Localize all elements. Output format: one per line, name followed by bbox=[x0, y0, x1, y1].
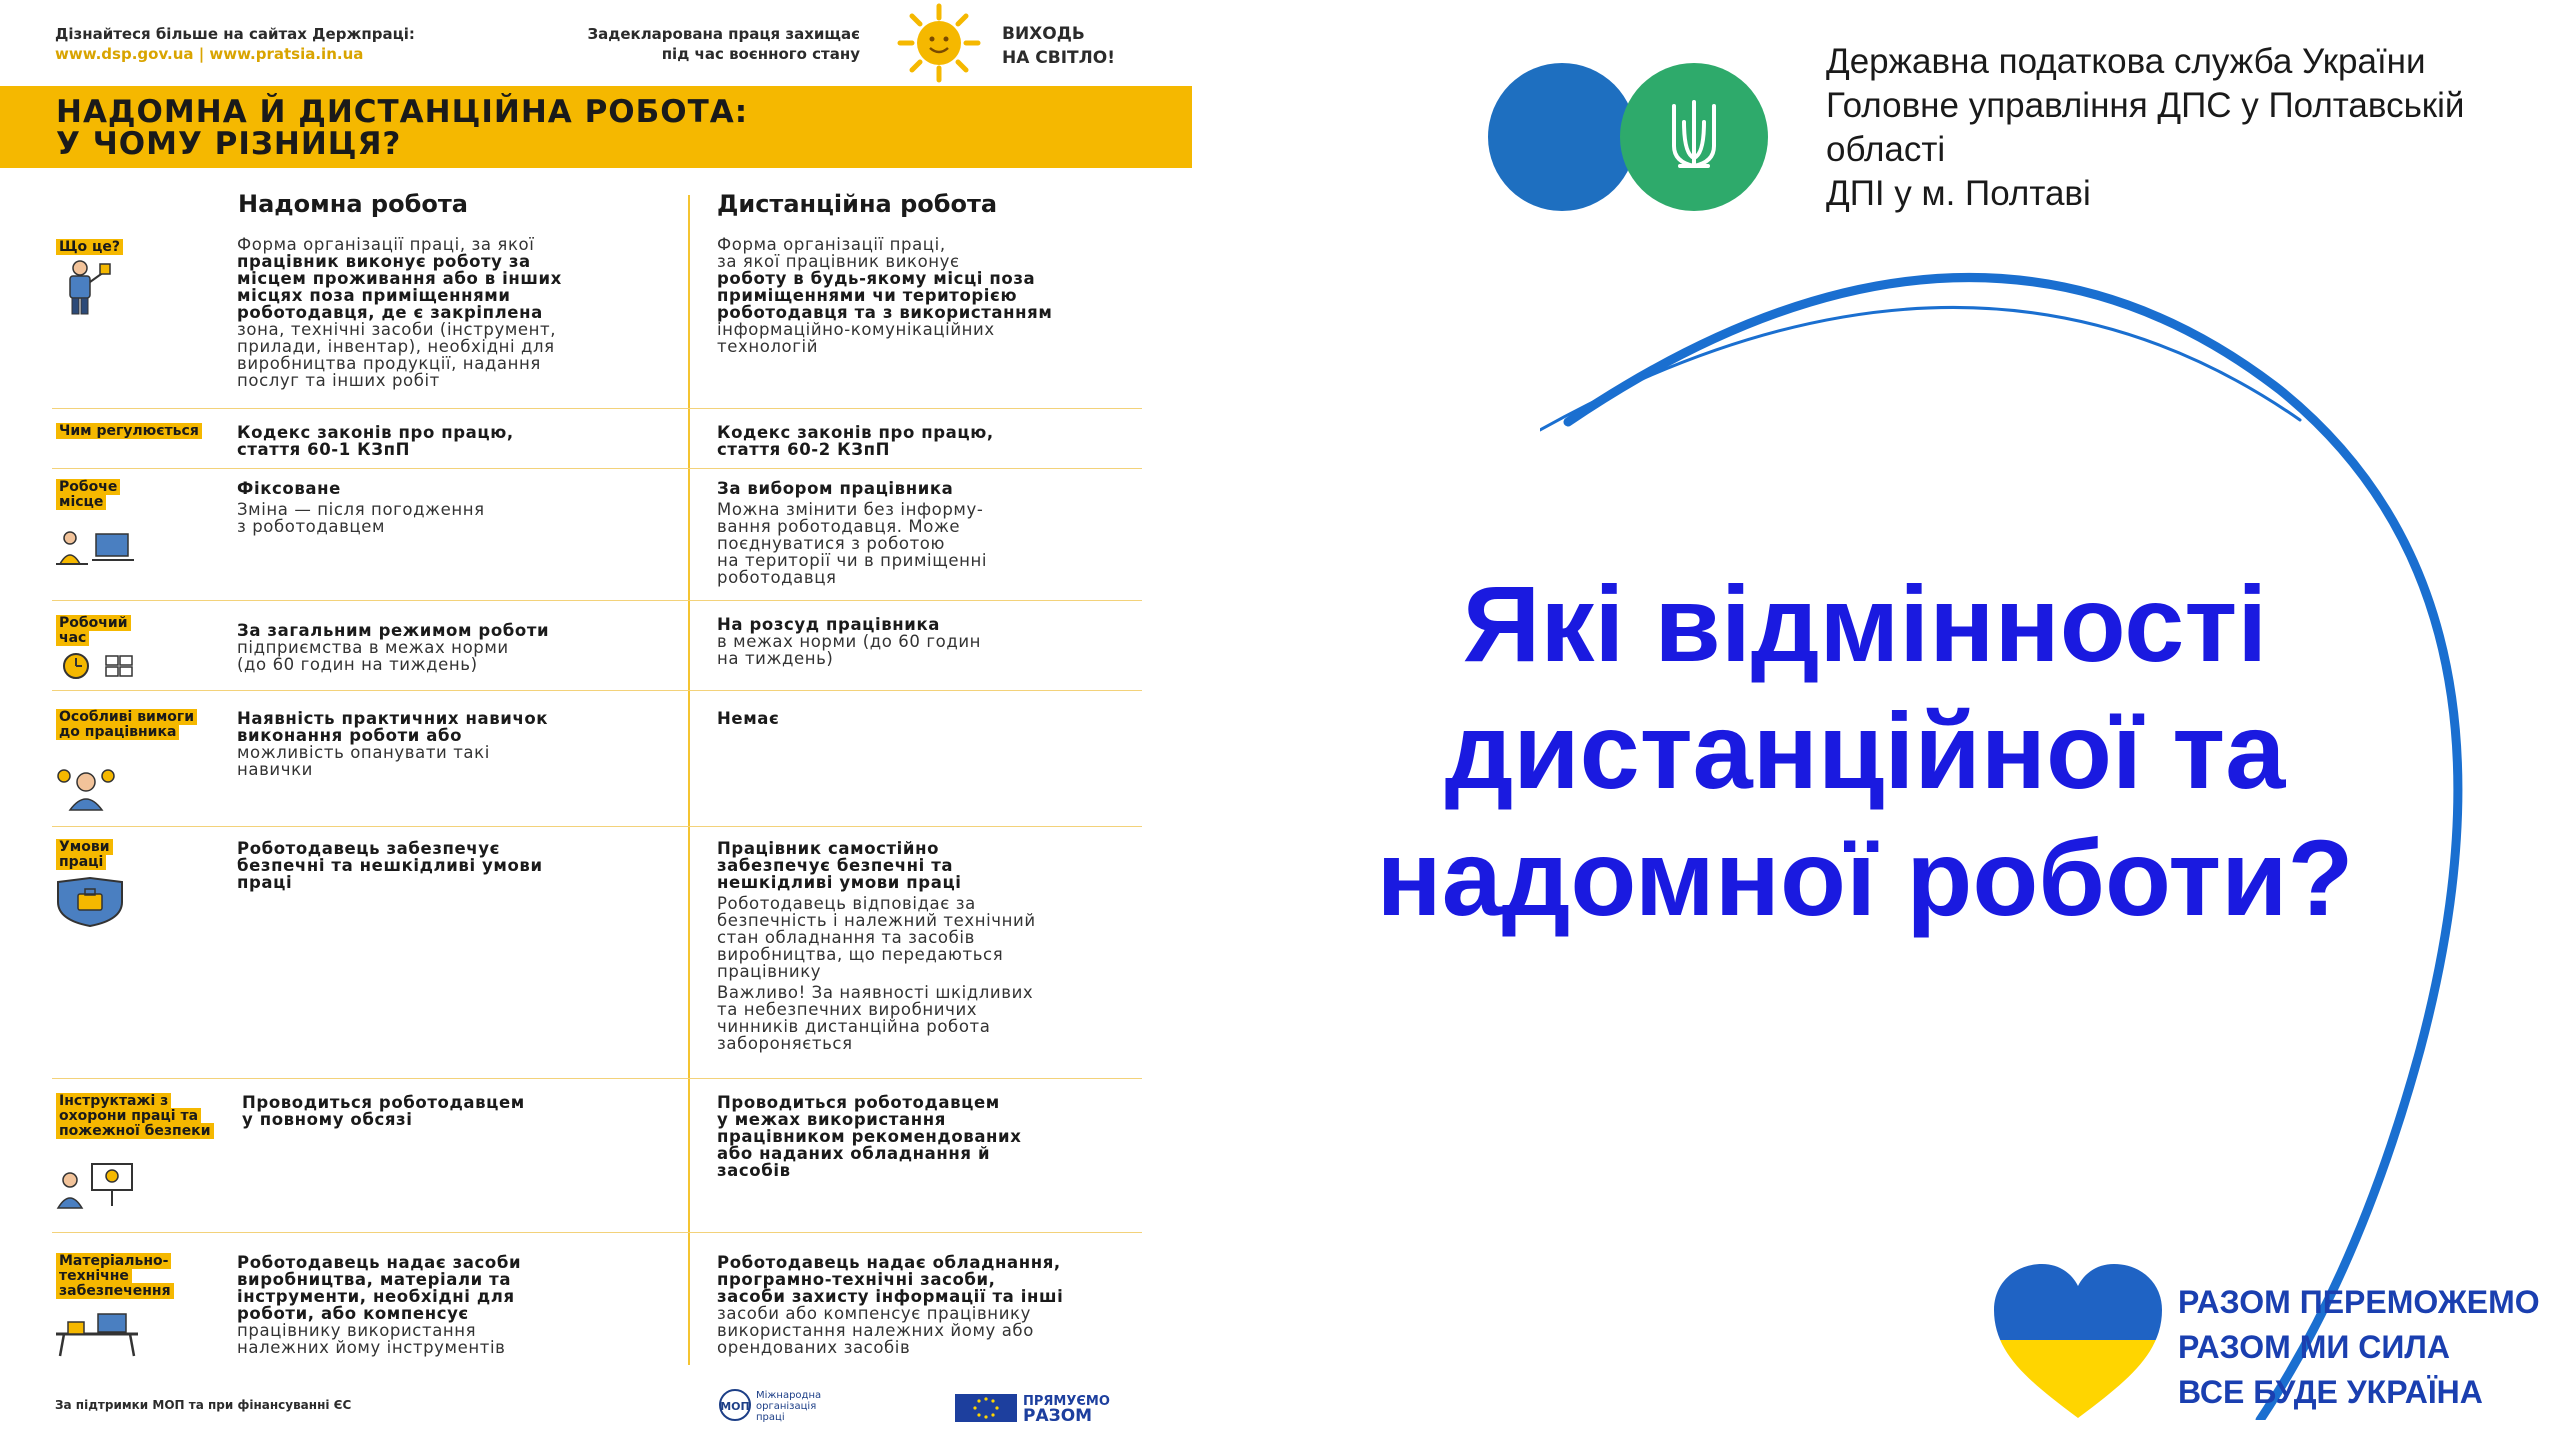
ilo-name-line3: праці bbox=[756, 1412, 785, 1422]
row-label-text: Чим регулюється bbox=[56, 423, 202, 439]
cell-line: Форма організації праці, bbox=[717, 235, 946, 254]
agency-name bbox=[1826, 40, 2464, 216]
row-remote-cell bbox=[717, 1254, 1157, 1356]
row-remote-cell bbox=[717, 236, 1157, 355]
infographic-poster bbox=[0, 0, 1195, 1440]
cell-line: виробництва, що передаються bbox=[717, 945, 1004, 964]
question-line3: надомної роботи? bbox=[1376, 817, 2354, 938]
cell-line: на території чи в приміщенні bbox=[717, 551, 988, 570]
cell-line: Форма організації праці, за якої bbox=[237, 235, 535, 254]
cell-line: Фіксоване bbox=[237, 479, 341, 498]
cell-line: Кодекс законів про працю, bbox=[237, 423, 514, 442]
cell-line: (до 60 годин на тиждень) bbox=[237, 655, 478, 674]
cell-line: послуг та інших робіт bbox=[237, 371, 440, 390]
worker-icon bbox=[52, 258, 142, 318]
header-sites-links[interactable]: www.dsp.gov.ua | www.pratsia.in.ua bbox=[55, 45, 364, 63]
cell-line: Наявність практичних навичок bbox=[237, 709, 549, 728]
agency-line4: ДПІ у м. Полтаві bbox=[1826, 174, 2091, 213]
ilo-abbr: МОП bbox=[720, 1400, 750, 1413]
row-separator bbox=[52, 826, 1142, 827]
row-label bbox=[56, 1254, 216, 1299]
cell-line: використання належних йому або bbox=[717, 1321, 1034, 1340]
cell-line: Можна змінити без інформу- bbox=[717, 500, 984, 519]
row-label bbox=[56, 840, 146, 870]
cell-line: засоби або компенсує працівнику bbox=[717, 1304, 1031, 1323]
cell-line: засоби захисту інформації та інші bbox=[717, 1287, 1064, 1306]
question-line1: Які відмінності bbox=[1462, 563, 2268, 684]
column-home-heading: Надомна робота bbox=[238, 190, 468, 218]
row-what-is-it bbox=[52, 236, 1142, 406]
row-home-cell bbox=[237, 840, 677, 891]
row-remote-cell bbox=[717, 710, 1157, 727]
slogan-line1: РАЗОМ ПЕРЕМОЖЕМО bbox=[2178, 1284, 2540, 1320]
cell-line: прилади, інвентар), необхідні для bbox=[237, 337, 555, 356]
row-instructions bbox=[52, 1094, 1142, 1214]
cell-line: на тиждень) bbox=[717, 649, 834, 668]
row-remote-cell bbox=[717, 480, 1157, 586]
row-label bbox=[56, 480, 146, 510]
poster-title-line2: У ЧОМУ РІЗНИЦЯ? bbox=[56, 126, 402, 162]
instructor-icon bbox=[52, 1160, 142, 1210]
row-regulation bbox=[52, 424, 1142, 464]
skills-icon bbox=[52, 762, 142, 812]
row-special-requirements bbox=[52, 710, 1142, 820]
row-separator bbox=[52, 690, 1142, 691]
cell-line: праці bbox=[237, 873, 293, 892]
cell-line: стаття 60-2 КЗпП bbox=[717, 440, 890, 459]
row-workplace bbox=[52, 480, 1142, 595]
header-sites-label: Дізнайтеся більше на сайтах Держпраці: bbox=[55, 25, 415, 43]
cell-line: програмно-технічні засоби, bbox=[717, 1270, 996, 1289]
row-label-text: Інструктажі з охорони праці та пожежної безпеки bbox=[56, 1093, 214, 1139]
row-label-text: Що це? bbox=[56, 239, 123, 255]
row-separator bbox=[52, 600, 1142, 601]
cell-line: забезпечує безпечні та bbox=[717, 856, 954, 875]
cell-line: орендованих засобів bbox=[717, 1338, 911, 1357]
cell-line: безпечність і належний технічний bbox=[717, 911, 1036, 930]
cell-line: безпечні та нешкідливі умови bbox=[237, 856, 543, 875]
cell-line: роботодавця та з використанням bbox=[717, 303, 1053, 322]
cell-line: Роботодавець забезпечує bbox=[237, 839, 500, 858]
row-separator bbox=[52, 1078, 1142, 1079]
cell-line: поєднуватися з роботою bbox=[717, 534, 945, 553]
poster-title bbox=[56, 96, 748, 160]
cell-line: роботу в будь-якому місці поза bbox=[717, 269, 1036, 288]
cell-line: виробництва, матеріали та bbox=[237, 1270, 512, 1289]
cell-line: чинників дистанційна робота bbox=[717, 1017, 991, 1036]
cell-line: та небезпечних виробничих bbox=[717, 1000, 978, 1019]
row-label-text: Робочий час bbox=[56, 615, 131, 646]
cell-line: працівнику використання bbox=[237, 1321, 477, 1340]
sun-icon bbox=[880, 2, 998, 84]
row-label bbox=[56, 1094, 226, 1139]
cell-line: вання роботодавця. Може bbox=[717, 517, 961, 536]
cell-line: стаття 60-1 КЗпП bbox=[237, 440, 410, 459]
row-home-cell bbox=[237, 622, 677, 673]
cell-line: у межах використання bbox=[717, 1110, 946, 1129]
row-home-cell bbox=[237, 480, 677, 535]
row-label-text: Умови праці bbox=[56, 839, 113, 870]
cell-line: Немає bbox=[717, 709, 780, 728]
cell-line: Роботодавець відповідає за bbox=[717, 894, 976, 913]
cell-line: Роботодавець надає засоби bbox=[237, 1253, 522, 1272]
clock-icon bbox=[52, 650, 142, 682]
row-home-cell bbox=[237, 1254, 677, 1356]
row-separator bbox=[52, 408, 1142, 409]
cell-line: Працівник самостійно bbox=[717, 839, 940, 858]
cell-line: роботодавця bbox=[717, 568, 837, 587]
heart-icon bbox=[1990, 1262, 2166, 1422]
poster-title-line1: НАДОМНА Й ДИСТАНЦІЙНА РОБОТА: bbox=[56, 94, 749, 130]
cell-line: або наданих обладнання й bbox=[717, 1144, 991, 1163]
main-question bbox=[1330, 560, 2400, 941]
row-label-text: Робоче місце bbox=[56, 479, 120, 510]
row-label bbox=[56, 710, 196, 740]
cell-line: засобів bbox=[717, 1161, 791, 1180]
poster-banner bbox=[0, 86, 1192, 168]
cell-line: Кодекс законів про працю, bbox=[717, 423, 994, 442]
eu-logo bbox=[955, 1390, 1145, 1424]
cell-line: працівнику bbox=[717, 962, 822, 981]
agency-line3: області bbox=[1826, 130, 1946, 169]
header-exit-line1: ВИХОДЬ bbox=[1002, 24, 1085, 44]
ilo-logo bbox=[718, 1388, 908, 1422]
row-separator bbox=[52, 468, 1142, 469]
row-label bbox=[56, 236, 123, 255]
row-working-conditions bbox=[52, 840, 1142, 1070]
header-sites bbox=[55, 24, 415, 64]
poster-footer-support: За підтримки МОП та при фінансуванні ЄС bbox=[55, 1398, 352, 1412]
cell-line: приміщеннями чи територією bbox=[717, 286, 1018, 305]
row-home-cell bbox=[237, 424, 677, 458]
cell-line: навички bbox=[237, 760, 313, 779]
cell-line: місцем проживання або в інших bbox=[237, 269, 562, 288]
cell-line: роботи, або компенсує bbox=[237, 1304, 469, 1323]
agency-line1: Державна податкова служба України bbox=[1826, 42, 2426, 81]
row-material-support bbox=[52, 1254, 1142, 1374]
dps-logo bbox=[1488, 62, 1768, 212]
eu-line1: ПРЯМУЄМО bbox=[1023, 1394, 1110, 1409]
cell-line: нешкідливі умови праці bbox=[717, 873, 962, 892]
cell-line: виконання роботи або bbox=[237, 726, 463, 745]
cell-line: місцях поза приміщеннями bbox=[237, 286, 511, 305]
row-working-time bbox=[52, 616, 1142, 686]
row-label bbox=[56, 616, 146, 646]
cell-line: підприємства в межах норми bbox=[237, 638, 509, 657]
agency-line2: Головне управління ДПС у Полтавській bbox=[1826, 86, 2465, 125]
row-separator bbox=[52, 1232, 1142, 1233]
row-remote-cell bbox=[717, 840, 1157, 1052]
cell-line: інструменти, необхідні для bbox=[237, 1287, 515, 1306]
cell-line: Роботодавець надає обладнання, bbox=[717, 1253, 1061, 1272]
row-label-text: Особливі вимоги до працівника bbox=[56, 709, 197, 740]
header-exit bbox=[1002, 22, 1115, 70]
cell-line: Проводиться роботодавцем bbox=[717, 1093, 1000, 1112]
row-label-text: Матеріально-технічне забезпечення bbox=[56, 1253, 174, 1299]
cell-line: роботодавця, де є закріплена bbox=[237, 303, 543, 322]
cell-line: в межах норми (до 60 годин bbox=[717, 632, 982, 651]
header-slogan-line2: під час воєнного стану bbox=[661, 45, 860, 63]
eu-line2: РАЗОМ bbox=[1023, 1406, 1093, 1424]
shield-icon bbox=[52, 876, 142, 928]
workplace-icon bbox=[52, 524, 142, 584]
row-label bbox=[56, 424, 206, 439]
cell-line: Зміна — після погодження bbox=[237, 500, 485, 519]
cell-line: інформаційно-комунікаційних bbox=[717, 320, 995, 339]
cell-line: стан обладнання та засобів bbox=[717, 928, 975, 947]
row-home-cell bbox=[237, 236, 677, 389]
cell-line: Проводиться роботодавцем bbox=[242, 1093, 525, 1112]
ilo-name-line2: організація bbox=[756, 1401, 817, 1412]
header-exit-line2: НА СВІТЛО! bbox=[1002, 48, 1115, 68]
slogan-line2: РАЗОМ МИ СИЛА bbox=[2178, 1329, 2450, 1365]
cell-line: Важливо! За наявності шкідливих bbox=[717, 983, 1034, 1002]
row-remote-cell bbox=[717, 1094, 1157, 1179]
cell-line: з роботодавцем bbox=[237, 517, 386, 536]
header-slogan-line1: Задекларована праця захищає bbox=[587, 25, 860, 43]
cell-line: забороняється bbox=[717, 1034, 853, 1053]
poster-topbar bbox=[0, 0, 1195, 82]
cell-line: можливість опанувати такі bbox=[237, 743, 490, 762]
slogan-line3: ВСЕ БУДЕ УКРАЇНА bbox=[2178, 1374, 2483, 1410]
cell-line: належних йому інструментів bbox=[237, 1338, 506, 1357]
cell-line: працівник виконує роботу за bbox=[237, 252, 531, 271]
ilo-name-line1: Міжнародна bbox=[756, 1390, 822, 1401]
row-remote-cell bbox=[717, 616, 1157, 667]
cell-line: виробництва продукції, надання bbox=[237, 354, 541, 373]
cell-line: зона, технічні засоби (інструмент, bbox=[237, 320, 557, 339]
header-slogan bbox=[520, 24, 860, 64]
row-home-cell bbox=[242, 1094, 682, 1128]
column-remote-heading: Дистанційна робота bbox=[717, 190, 998, 218]
row-remote-cell bbox=[717, 424, 1157, 458]
cell-line: За загальним режимом роботи bbox=[237, 621, 550, 640]
cell-line: працівником рекомендованих bbox=[717, 1127, 1022, 1146]
logo-blue-circle bbox=[1488, 63, 1636, 211]
slogans bbox=[2178, 1280, 2540, 1415]
cell-line: За вибором працівника bbox=[717, 479, 954, 498]
cell-line: у повному обсязі bbox=[242, 1110, 413, 1129]
row-home-cell bbox=[237, 710, 677, 778]
cell-line: за якої працівник виконує bbox=[717, 252, 960, 271]
cell-line: технологій bbox=[717, 337, 819, 356]
desk-icon bbox=[52, 1310, 142, 1360]
cell-line: На розсуд працівника bbox=[717, 615, 940, 634]
question-line2: дистанційної та bbox=[1444, 690, 2286, 811]
